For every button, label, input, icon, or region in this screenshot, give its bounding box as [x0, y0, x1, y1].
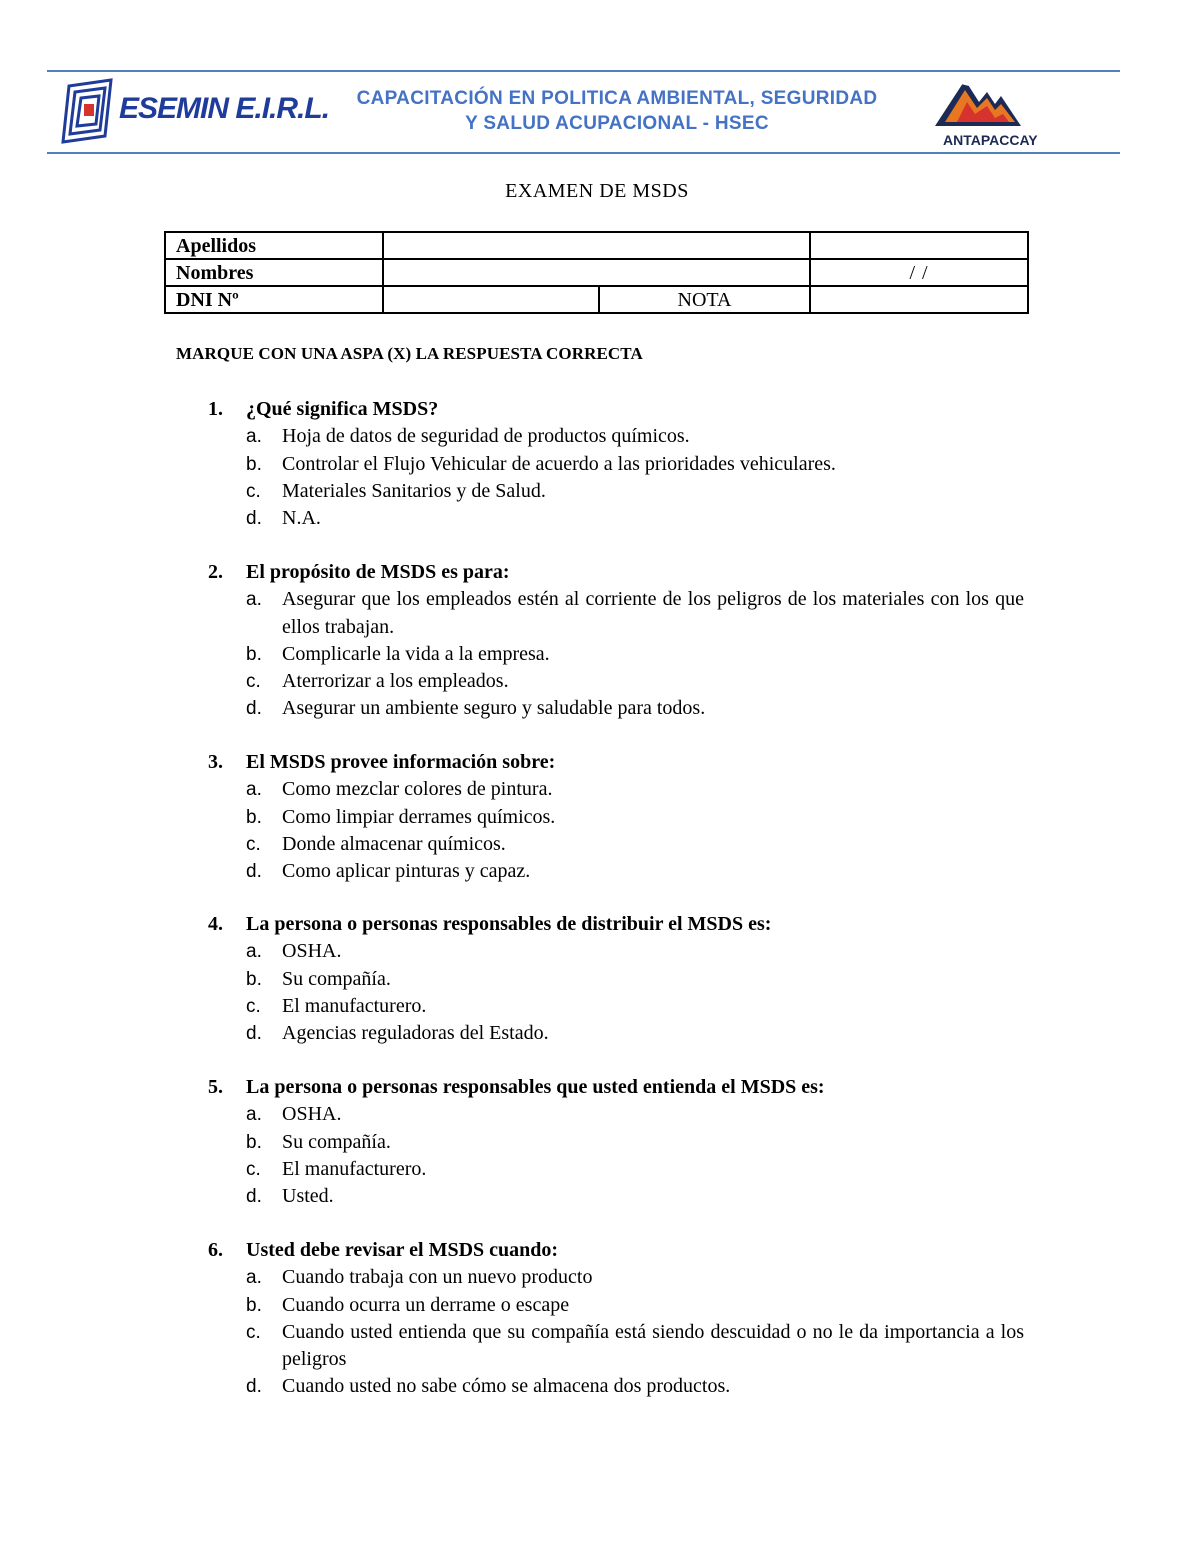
question-stem: [208, 396, 1024, 423]
option-text: El manufacturero.: [282, 1157, 427, 1180]
option-text: OSHA.: [282, 940, 342, 963]
option-text: Asegurar que los empleados estén al corriente de los peligros de los materiales con los que ellos trabajan.: [282, 588, 1024, 638]
option-letter: b.: [246, 806, 262, 828]
answer-option[interactable]: [208, 1129, 1024, 1156]
option-text: OSHA.: [282, 1103, 342, 1126]
answer-option[interactable]: [208, 1373, 1024, 1400]
option-text: Agencias reguladoras del Estado.: [282, 1022, 549, 1045]
apellidos-label: Apellidos: [165, 232, 383, 259]
question-4: [208, 911, 1024, 1047]
nombres-field[interactable]: [383, 259, 810, 286]
answer-option[interactable]: [208, 993, 1024, 1020]
option-letter: d.: [246, 1023, 262, 1045]
question-stem: [208, 1237, 1024, 1264]
answer-option[interactable]: [208, 966, 1024, 993]
date-cell-top[interactable]: [810, 232, 1028, 259]
row-nombres: [165, 259, 1028, 286]
answer-option[interactable]: [208, 1020, 1024, 1047]
row-apellidos: [165, 232, 1028, 259]
question-5: [208, 1074, 1024, 1210]
dni-field[interactable]: [383, 286, 599, 313]
student-info-table: [164, 231, 1029, 314]
question-2: [208, 559, 1024, 723]
question-text: El propósito de MSDS es para:: [246, 561, 510, 583]
document-header: [47, 70, 1120, 156]
answer-option[interactable]: [208, 1292, 1024, 1319]
question-6: [208, 1237, 1024, 1401]
option-letter: c.: [246, 480, 261, 502]
question-1: [208, 396, 1024, 532]
apellidos-field[interactable]: [383, 232, 810, 259]
mountain-emblem-icon: [931, 74, 1031, 130]
question-3: [208, 749, 1024, 885]
option-letter: a.: [246, 941, 262, 963]
option-letter: b.: [246, 1131, 262, 1153]
header-bottom-rule: [47, 152, 1120, 154]
nombres-label: Nombres: [165, 259, 383, 286]
option-letter: b.: [246, 643, 262, 665]
answer-option[interactable]: [208, 478, 1024, 505]
option-letter: b.: [246, 1294, 262, 1316]
option-letter: b.: [246, 968, 262, 990]
question-number: 6.: [208, 1239, 223, 1261]
header-top-rule: [47, 70, 1120, 72]
nota-field[interactable]: [810, 286, 1028, 313]
question-text: La persona o personas responsables que usted entienda el MSDS es:: [246, 1076, 825, 1098]
antapaccay-logo: [917, 74, 1047, 150]
option-letter: d.: [246, 1186, 262, 1208]
option-letter: d.: [246, 1376, 262, 1398]
option-text: Cuando ocurra un derrame o escape: [282, 1293, 570, 1316]
option-text: Complicarle la vida a la empresa.: [282, 642, 550, 665]
answer-option[interactable]: [208, 804, 1024, 831]
antapaccay-wordmark: ANTAPACCAY: [943, 132, 1038, 148]
header-title-line1: CAPACITACIÓN EN POLITICA AMBIENTAL, SEGURIDAD: [356, 88, 878, 109]
exam-title: EXAMEN DE MSDS: [505, 180, 689, 202]
option-letter: d.: [246, 698, 262, 720]
row-dni: [165, 286, 1028, 313]
option-letter: c.: [246, 833, 261, 855]
question-stem: [208, 559, 1024, 586]
option-text: Su compañía.: [282, 1130, 391, 1153]
answer-option[interactable]: [208, 451, 1024, 478]
answer-option[interactable]: [208, 1183, 1024, 1210]
answer-option[interactable]: [208, 1319, 1024, 1374]
option-letter: a.: [246, 779, 262, 801]
option-letter: d.: [246, 508, 262, 530]
option-text: Su compañía.: [282, 967, 391, 990]
answer-option[interactable]: [208, 938, 1024, 965]
option-letter: b.: [246, 453, 262, 475]
question-number: 3.: [208, 751, 223, 773]
header-title-line2: Y SALUD ACUPACIONAL - HSEC: [465, 113, 769, 134]
answer-option[interactable]: [208, 586, 1024, 641]
esemin-emblem-icon: [59, 78, 121, 144]
answer-option[interactable]: [208, 831, 1024, 858]
answer-option[interactable]: [208, 1264, 1024, 1291]
question-text: ¿Qué significa MSDS?: [246, 398, 439, 420]
answer-option[interactable]: [208, 1101, 1024, 1128]
answer-option[interactable]: [208, 423, 1024, 450]
date-field[interactable]: / /: [810, 259, 1028, 286]
option-text: El manufacturero.: [282, 994, 427, 1017]
option-text: Cuando usted entienda que su compañía está siendo descuidad o no le da importancia a los peligros: [282, 1320, 1024, 1371]
dni-label: DNI Nº: [165, 286, 383, 313]
question-stem: [208, 1074, 1024, 1101]
question-stem: [208, 749, 1024, 776]
option-text: Hoja de datos de seguridad de productos químicos.: [282, 425, 690, 448]
option-text: Cuando trabaja con un nuevo producto: [282, 1266, 593, 1289]
esemin-logo: [59, 76, 330, 144]
answer-option[interactable]: [208, 776, 1024, 803]
answer-option[interactable]: [208, 668, 1024, 695]
option-letter: a.: [246, 1104, 262, 1126]
option-text: Usted.: [282, 1185, 334, 1208]
option-letter: a.: [246, 1267, 262, 1289]
option-text: Materiales Sanitarios y de Salud.: [282, 479, 546, 502]
instruction-text: MARQUE CON UNA ASPA (X) LA RESPUESTA CORRECTA: [176, 344, 643, 363]
option-letter: c.: [246, 1158, 261, 1180]
question-stem: [208, 911, 1024, 938]
question-text: El MSDS provee información sobre:: [246, 751, 556, 773]
option-letter: c.: [246, 671, 261, 693]
answer-option[interactable]: [208, 858, 1024, 885]
option-text: Aterrorizar a los empleados.: [282, 670, 509, 693]
answer-option[interactable]: [208, 695, 1024, 722]
option-letter: c.: [246, 1321, 261, 1343]
option-text: N.A.: [282, 507, 321, 530]
answer-option[interactable]: [208, 1156, 1024, 1183]
nota-label: NOTA: [599, 286, 810, 313]
question-text: Usted debe revisar el MSDS cuando:: [246, 1239, 559, 1261]
answer-option[interactable]: [208, 505, 1024, 532]
option-letter: a.: [246, 426, 262, 448]
option-letter: c.: [246, 995, 261, 1017]
question-number: 4.: [208, 913, 223, 935]
question-number: 2.: [208, 561, 223, 583]
option-text: Como limpiar derrames químicos.: [282, 805, 556, 828]
option-text: Donde almacenar químicos.: [282, 832, 506, 855]
option-letter: a.: [246, 589, 262, 611]
option-text: Como aplicar pinturas y capaz.: [282, 860, 531, 883]
option-text: Cuando usted no sabe cómo se almacena dos productos.: [282, 1375, 731, 1398]
question-text: La persona o personas responsables de distribuir el MSDS es:: [246, 913, 772, 935]
answer-option[interactable]: [208, 641, 1024, 668]
option-letter: d.: [246, 861, 262, 883]
option-text: Asegurar un ambiente seguro y saludable para todos.: [282, 697, 706, 720]
option-text: Controlar el Flujo Vehicular de acuerdo a las prioridades vehiculares.: [282, 452, 836, 475]
option-text: Como mezclar colores de pintura.: [282, 778, 553, 801]
question-number: 5.: [208, 1076, 223, 1098]
question-number: 1.: [208, 398, 223, 420]
header-title: [317, 86, 917, 136]
esemin-wordmark: ESEMIN E.I.R.L.: [119, 92, 330, 125]
